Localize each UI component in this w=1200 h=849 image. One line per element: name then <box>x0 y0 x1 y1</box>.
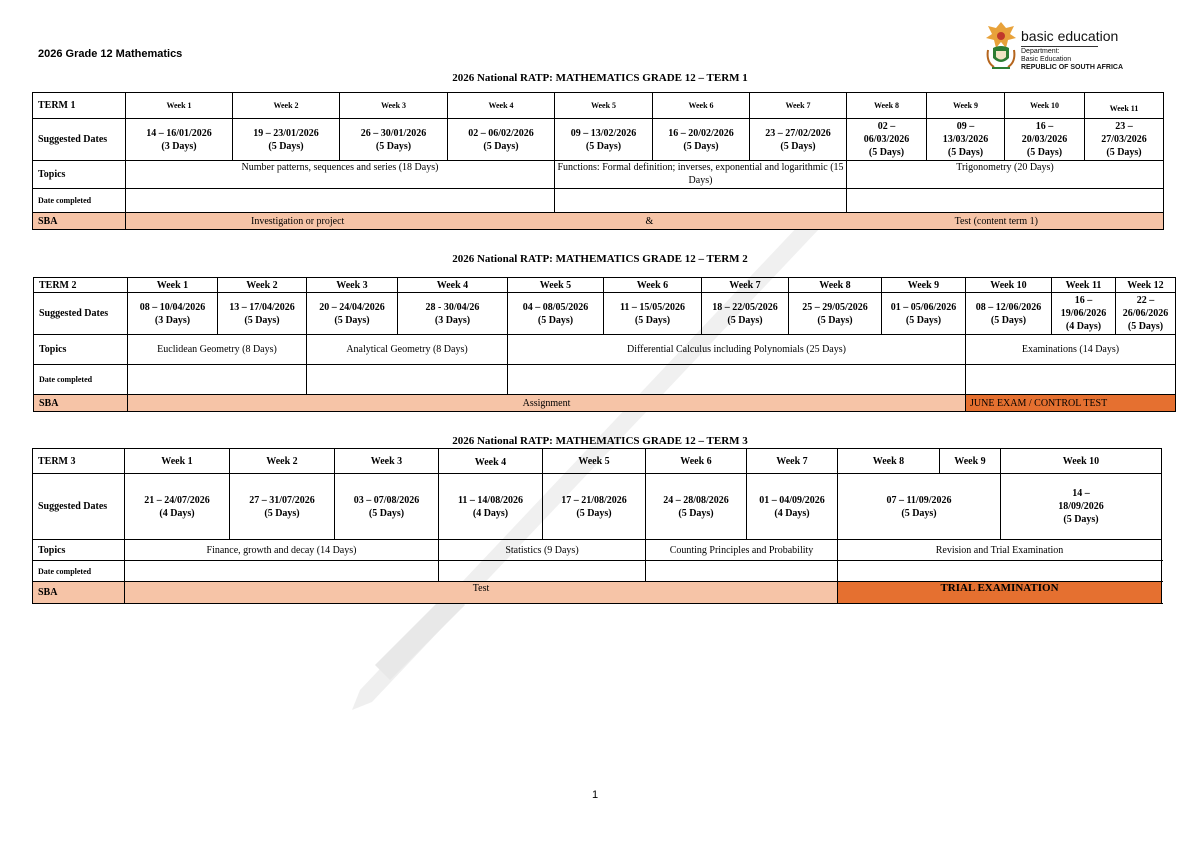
day-count: (5 Days) <box>634 314 671 326</box>
term3-topics-label: Topics <box>33 540 125 561</box>
term1-topics-row <box>33 161 1164 189</box>
term1-dates-label: Suggested Dates <box>33 119 126 161</box>
term1-table <box>32 92 1164 230</box>
date-range: 20 – 24/04/2026 <box>319 301 385 313</box>
day-count: (5 Days) <box>1106 147 1142 158</box>
term3-week-header: Week 9 <box>940 449 1001 474</box>
date-range: 01 – 05/06/2026 <box>890 301 957 313</box>
term2-sba-assignment: Assignment <box>128 395 966 412</box>
day-count: (5 Days) <box>244 314 280 326</box>
term1-week-header: Week 5 <box>555 93 653 119</box>
day-count: (5 Days) <box>264 507 300 519</box>
day-count: (5 Days) <box>268 140 304 152</box>
term2-sba-label: SBA <box>34 395 128 412</box>
date-completed-cell[interactable] <box>126 189 555 213</box>
date-completed-cell[interactable] <box>125 561 439 582</box>
term3-topic: Statistics (9 Days) <box>439 540 646 561</box>
term1-week-header: Week 6 <box>653 93 750 119</box>
date-range: 26 – 30/01/2026 <box>360 127 427 139</box>
date-range: 03 – 07/08/2026 <box>353 494 420 506</box>
date-range: 19 – 23/01/2026 <box>253 127 319 139</box>
term3-topic: Finance, growth and decay (14 Days) <box>125 540 439 561</box>
term3-week-header: Week 2 <box>230 449 335 474</box>
date-range-start: 16 – <box>1074 295 1093 306</box>
date-completed-cell[interactable] <box>555 189 847 213</box>
term2-date-cell <box>128 293 218 335</box>
term3-week-header: Week 1 <box>125 449 230 474</box>
term2-date-cell <box>1052 293 1116 335</box>
term1-date-cell <box>555 119 653 161</box>
term3-week-header: Week 7 <box>747 449 838 474</box>
date-range-start: 14 – <box>1072 488 1090 499</box>
day-count: (3 Days) <box>161 140 197 152</box>
term1-sba-row <box>33 213 1164 230</box>
date-range-end: 20/03/2026 <box>1021 134 1068 145</box>
term1-label: TERM 1 <box>33 93 126 119</box>
document-header-title: 2026 Grade 12 Mathematics <box>38 48 183 60</box>
term2-date-cell <box>218 293 307 335</box>
term3-table <box>32 448 1162 604</box>
term1-sba-label: SBA <box>33 213 126 230</box>
date-range: 27 – 31/07/2026 <box>249 494 315 506</box>
day-count: (5 Days) <box>727 314 763 326</box>
term3-sba-label: SBA <box>33 582 125 604</box>
term3-date-cell <box>230 474 335 540</box>
date-range: 08 – 12/06/2026 <box>975 301 1042 313</box>
day-count: (3 Days) <box>434 314 471 326</box>
day-count: (4 Days) <box>472 507 509 519</box>
term1-topic: Trigonometry (20 Days) <box>847 161 1164 189</box>
date-range: 16 – 20/02/2026 <box>668 127 734 139</box>
term3-topic: Counting Principles and Probability <box>646 540 838 561</box>
term3-week-header: Week 10 <box>1001 449 1162 474</box>
dbe-logo <box>984 20 1124 72</box>
term3-title: 2026 National RATP: MATHEMATICS GRADE 12 – TERM 3 <box>452 435 748 447</box>
logo-line-3: REPUBLIC OF SOUTH AFRICA <box>1021 64 1124 71</box>
term1-week-header: Week 9 <box>927 93 1005 119</box>
term1-date-cell <box>233 119 340 161</box>
term2-completed-label: Date completed <box>34 365 128 395</box>
term2-week-header: Week 7 <box>702 278 789 293</box>
term3-date-cell <box>747 474 838 540</box>
term3-date-cell <box>335 474 439 540</box>
date-range-start: 16 – <box>1035 121 1054 132</box>
term2-week-header: Week 8 <box>789 278 882 293</box>
term1-week-header: Week 7 <box>750 93 847 119</box>
term2-date-cell <box>508 293 604 335</box>
day-count: (5 Days) <box>947 147 984 158</box>
term1-week-header: Week 1 <box>126 93 233 119</box>
term3-week-header: Week 6 <box>646 449 747 474</box>
term2-date-cell <box>966 293 1052 335</box>
term2-title: 2026 National RATP: MATHEMATICS GRADE 12 – TERM 2 <box>452 253 748 265</box>
term3-sba-trial: TRIAL EXAMINATION <box>838 582 1162 604</box>
date-range-start: 02 – <box>877 121 896 132</box>
date-completed-cell[interactable] <box>439 561 646 582</box>
page-number: 1 <box>591 789 599 801</box>
term1-date-cell <box>1085 119 1164 161</box>
date-range: 14 – 16/01/2026 <box>146 127 212 139</box>
day-count: (5 Days) <box>868 147 905 158</box>
term2-week-header: Week 3 <box>307 278 398 293</box>
term1-sba-item: & <box>645 215 654 227</box>
date-completed-cell[interactable] <box>128 365 307 395</box>
date-range: 13 – 17/04/2026 <box>229 301 295 313</box>
term1-sba-item: Investigation or project <box>251 215 345 227</box>
date-range: 18 – 22/05/2026 <box>712 301 778 313</box>
date-range: 01 – 04/09/2026 <box>759 494 825 506</box>
term3-week-row <box>33 449 1162 474</box>
term1-completed-label: Date completed <box>33 189 126 213</box>
term3-date-cell <box>1001 474 1162 540</box>
date-completed-cell[interactable] <box>847 189 1164 213</box>
term1-sba-item: Test (content term 1) <box>954 215 1038 227</box>
term1-topic: Functions: Formal definition; inverses, exponential and logarithmic (15 Days) <box>555 161 847 189</box>
date-range: 09 – 13/02/2026 <box>570 127 637 139</box>
date-range-end: 13/03/2026 <box>942 134 989 145</box>
date-completed-cell[interactable] <box>508 365 966 395</box>
term1-week-row <box>33 93 1164 119</box>
term2-sba-exam: JUNE EXAM / CONTROL TEST <box>966 395 1176 412</box>
date-range-start: 23 – <box>1115 121 1133 132</box>
date-range: 04 – 08/05/2026 <box>522 301 589 313</box>
day-count: (5 Days) <box>483 140 519 152</box>
day-count: (5 Days) <box>334 314 370 326</box>
date-range: 11 – 15/05/2026 <box>619 301 685 313</box>
logo-line-1: Department: <box>1021 48 1060 55</box>
term2-week-header: Week 1 <box>128 278 218 293</box>
term3-date-cell <box>646 474 747 540</box>
term2-topic: Examinations (14 Days) <box>966 335 1176 365</box>
day-count: (5 Days) <box>585 140 622 152</box>
term3-date-cell <box>543 474 646 540</box>
date-range: 17 – 21/08/2026 <box>561 494 627 506</box>
date-range-start: 22 – <box>1136 295 1155 306</box>
term1-date-cell <box>448 119 555 161</box>
term1-topics-label: Topics <box>33 161 126 189</box>
date-range: 25 – 29/05/2026 <box>802 301 868 313</box>
term2-table <box>33 277 1176 412</box>
date-range: 23 – 27/02/2026 <box>765 127 831 139</box>
term2-week-header: Week 2 <box>218 278 307 293</box>
term3-sba-test: Test <box>125 582 838 604</box>
term1-dates-row <box>33 119 1164 161</box>
term2-week-header: Week 6 <box>604 278 702 293</box>
term1-date-cell <box>340 119 448 161</box>
day-count: (4 Days) <box>159 507 195 519</box>
logo-brand-text: basic education <box>1021 28 1119 44</box>
term2-dates-label: Suggested Dates <box>34 293 128 335</box>
term2-topics-label: Topics <box>34 335 128 365</box>
term3-dates-label: Suggested Dates <box>33 474 125 540</box>
term2-topics-row <box>34 335 1176 365</box>
day-count: (5 Days) <box>375 140 412 152</box>
day-count: (5 Days) <box>576 507 612 519</box>
date-completed-cell[interactable] <box>838 561 1162 582</box>
term2-week-header: Week 5 <box>508 278 604 293</box>
term2-label: TERM 2 <box>34 278 128 293</box>
date-range-end: 19/06/2026 <box>1060 308 1107 319</box>
term1-week-header: Week 11 <box>1085 93 1164 119</box>
term3-completed-label: Date completed <box>33 561 125 582</box>
term3-date-cell <box>125 474 230 540</box>
day-count: (5 Days) <box>368 507 405 519</box>
term3-week-header: Week 4 <box>439 449 543 474</box>
term2-dates-row <box>34 293 1176 335</box>
term3-week-header: Week 5 <box>543 449 646 474</box>
term1-week-header: Week 3 <box>340 93 448 119</box>
term1-sba-cell <box>126 213 1164 230</box>
day-count: (5 Days) <box>678 507 714 519</box>
term1-title: 2026 National RATP: MATHEMATICS GRADE 12 – TERM 1 <box>452 72 748 84</box>
logo-line-2: Basic Education <box>1021 56 1072 63</box>
date-completed-cell[interactable] <box>307 365 508 395</box>
day-count: (3 Days) <box>154 314 191 326</box>
term1-date-cell <box>927 119 1005 161</box>
term1-topic: Number patterns, sequences and series (18 Days) <box>126 161 555 189</box>
date-range: 08 – 10/04/2026 <box>139 301 206 313</box>
term2-date-cell <box>789 293 882 335</box>
day-count: (5 Days) <box>817 314 853 326</box>
term2-date-cell <box>604 293 702 335</box>
term2-topic: Differential Calculus including Polynomials (25 Days) <box>508 335 966 365</box>
date-range: 11 – 14/08/2026 <box>457 494 523 506</box>
term1-week-header: Week 8 <box>847 93 927 119</box>
date-completed-cell[interactable] <box>966 365 1176 395</box>
day-count: (5 Days) <box>780 140 816 152</box>
term3-week-header: Week 3 <box>335 449 439 474</box>
date-range: 24 – 28/08/2026 <box>663 494 729 506</box>
logo-rule <box>1021 46 1098 47</box>
date-range-start: 09 – <box>956 121 975 132</box>
term3-date-cell <box>439 474 543 540</box>
date-range-end: 27/03/2026 <box>1101 134 1147 145</box>
term2-week-header: Week 10 <box>966 278 1052 293</box>
day-count: (4 Days) <box>1065 321 1102 332</box>
date-completed-cell[interactable] <box>646 561 838 582</box>
term1-week-header: Week 2 <box>233 93 340 119</box>
term2-week-header: Week 9 <box>882 278 966 293</box>
term1-week-header: Week 4 <box>448 93 555 119</box>
date-range: 07 – 11/09/2026 <box>886 494 952 506</box>
day-count: (5 Days) <box>990 314 1027 326</box>
day-count: (5 Days) <box>537 314 574 326</box>
term3-dates-row <box>33 474 1162 540</box>
term1-date-cell <box>126 119 233 161</box>
day-count: (5 Days) <box>1026 147 1063 158</box>
term2-date-cell <box>882 293 966 335</box>
term3-topics-row <box>33 540 1162 561</box>
term3-topic: Revision and Trial Examination <box>838 540 1162 561</box>
day-count: (5 Days) <box>905 314 942 326</box>
term3-date-cell <box>838 474 1001 540</box>
term3-sba-row <box>33 582 1162 604</box>
term2-date-cell <box>702 293 789 335</box>
term2-date-cell <box>398 293 508 335</box>
term2-week-header: Week 11 <box>1052 278 1116 293</box>
date-range: 28 - 30/04/26 <box>425 301 480 313</box>
day-count: (5 Days) <box>901 507 937 519</box>
day-count: (5 Days) <box>1127 321 1164 332</box>
term1-completed-row <box>33 189 1164 213</box>
day-count: (5 Days) <box>1063 514 1099 525</box>
date-range-end: 18/09/2026 <box>1058 501 1104 512</box>
term1-date-cell <box>1005 119 1085 161</box>
term2-week-row <box>34 278 1176 293</box>
date-range: 21 – 24/07/2026 <box>144 494 210 506</box>
term2-sba-row <box>34 395 1176 412</box>
term3-label: TERM 3 <box>33 449 125 474</box>
term2-completed-row <box>34 365 1176 395</box>
term2-week-header: Week 4 <box>398 278 508 293</box>
term2-topic: Euclidean Geometry (8 Days) <box>128 335 307 365</box>
term2-date-cell <box>307 293 398 335</box>
term1-date-cell <box>847 119 927 161</box>
coat-of-arms-icon <box>984 20 1018 72</box>
date-range: 02 – 06/02/2026 <box>468 127 534 139</box>
term2-date-cell <box>1116 293 1176 335</box>
date-range-end: 06/03/2026 <box>863 134 910 145</box>
day-count: (5 Days) <box>683 140 719 152</box>
term1-date-cell <box>750 119 847 161</box>
term3-completed-row <box>33 561 1162 582</box>
day-count: (4 Days) <box>774 507 810 519</box>
term1-week-header: Week 10 <box>1005 93 1085 119</box>
term3-week-header: Week 8 <box>838 449 940 474</box>
term2-week-header: Week 12 <box>1116 278 1176 293</box>
date-range-end: 26/06/2026 <box>1122 308 1169 319</box>
term2-topic: Analytical Geometry (8 Days) <box>307 335 508 365</box>
term1-date-cell <box>653 119 750 161</box>
